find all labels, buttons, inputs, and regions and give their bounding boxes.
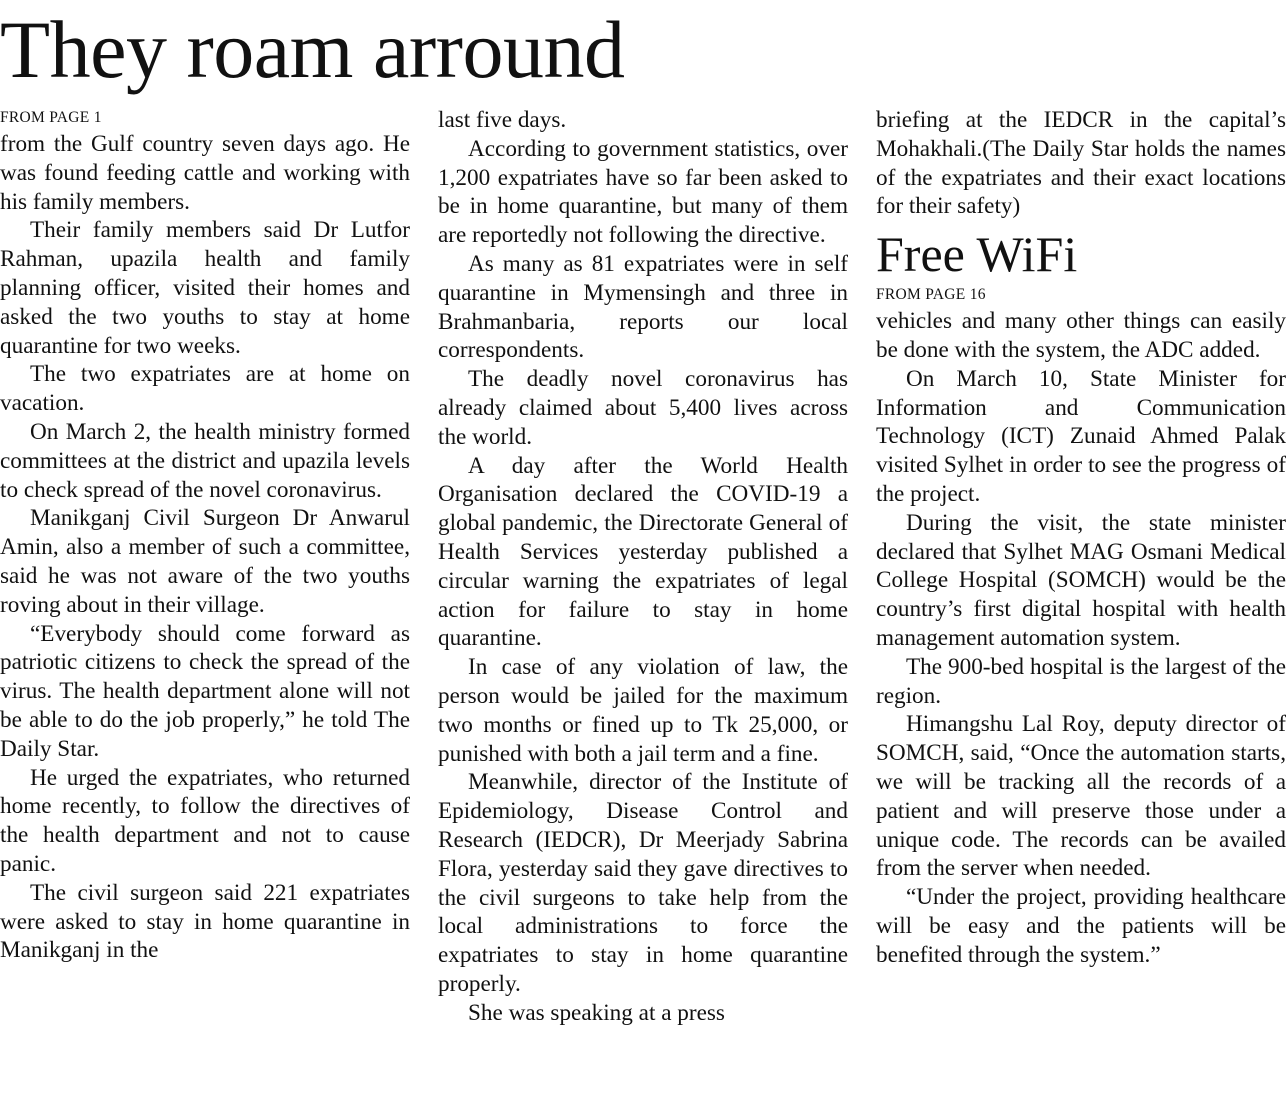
paragraph: On March 10, State Minister for Information and Communication Technology (ICT) Zunaid Ahmed Palak visited Sylhet in order to see the progress of the project. bbox=[876, 365, 1286, 507]
from-page-label: FROM PAGE 1 bbox=[0, 109, 102, 126]
column-2 bbox=[438, 106, 848, 1028]
sub-headline: Free WiFi bbox=[876, 226, 1078, 283]
paragraph: The civil surgeon said 221 expatriates were asked to stay in home quarantine in Manikganj in the bbox=[0, 879, 410, 964]
paragraph: Himangshu Lal Roy, deputy director of SOMCH, said, “Once the automation starts, we will be tracking all the records of a patient and will preserve those under a unique code. The records can be availed from the server when needed. bbox=[876, 711, 1286, 882]
paragraph: Manikganj Civil Surgeon Dr Anwarul Amin, also a member of such a committee, said he was not aware of the two youths roving about in their village. bbox=[0, 505, 410, 618]
paragraph: last five days. bbox=[438, 107, 567, 133]
paragraph: “Under the project, providing healthcare will be easy and the patients will be benefited through the system.” bbox=[876, 884, 1286, 968]
paragraph: As many as 81 expatriates were in self quarantine in Mymensingh and three in Brahmanbaria, reports our local correspondents. bbox=[438, 250, 848, 364]
paragraph: The 900-bed hospital is the largest of the region. bbox=[876, 653, 1286, 709]
paragraph: Meanwhile, director of the Institute of Epidemiology, Disease Control and Research (IEDCR), Dr Meerjady Sabrina Flora, yesterday said they gave directives to the civil surgeons to take help from the local administrations to force the expatriates to stay in home quarantine properly. bbox=[438, 769, 848, 997]
paragraph: “Everybody should come forward as patriotic citizens to check the spread of the virus. The health department alone will not be able to do the job properly,” he told The Daily Star. bbox=[0, 620, 410, 762]
paragraph: The deadly novel coronavirus has already claimed about 5,400 lives across the world. bbox=[438, 366, 848, 450]
paragraph: On March 2, the health ministry formed committees at the district and upazila levels to check spread of the novel coronavirus. bbox=[0, 418, 410, 503]
paragraph: He urged the expatriates, who returned home recently, to follow the directives of the health department and not to cause panic. bbox=[0, 764, 410, 877]
column-3 bbox=[876, 106, 1286, 970]
column-1 bbox=[0, 106, 410, 965]
paragraph: In case of any violation of law, the person would be jailed for the maximum two months or fined up to Tk 25,000, or punished with both a jail term and a fine. bbox=[438, 654, 848, 767]
paragraph: from the Gulf country seven days ago. He was found feeding cattle and working with his family members. bbox=[0, 131, 410, 215]
headline: They roam arround bbox=[0, 4, 625, 95]
paragraph: According to government statistics, over 1,200 expatriates have so far been asked to be in home quarantine, but many of them are reportedly not following the directive. bbox=[438, 135, 848, 249]
from-page-label: FROM PAGE 16 bbox=[876, 286, 986, 304]
paragraph: The two expatriates are at home on vacation. bbox=[0, 361, 410, 417]
paragraph: A day after the World Health Organisation declared the COVID-19 a global pandemic, the Directorate General of Health Services yesterday published a circular warning the expatriates of legal action for failure to stay in home quarantine. bbox=[438, 452, 848, 652]
paragraph: vehicles and many other things can easily be done with the system, the ADC added. bbox=[876, 308, 1286, 363]
paragraph: Their family members said Dr Lutfor Rahman, upazila health and family planning officer, visited their homes and asked the two youths to stay at home quarantine for two weeks. bbox=[0, 217, 410, 359]
paragraph: briefing at the IEDCR in the capital’s Mohakhali.(The Daily Star holds the names of the expatriates and their exact locations for their safety) bbox=[876, 107, 1286, 220]
paragraph: She was speaking at a press bbox=[468, 999, 725, 1026]
paragraph: During the visit, the state minister declared that Sylhet MAG Osmani Medical College Hospital (SOMCH) would be the country’s first digital hospital with health management automation system. bbox=[876, 509, 1286, 651]
